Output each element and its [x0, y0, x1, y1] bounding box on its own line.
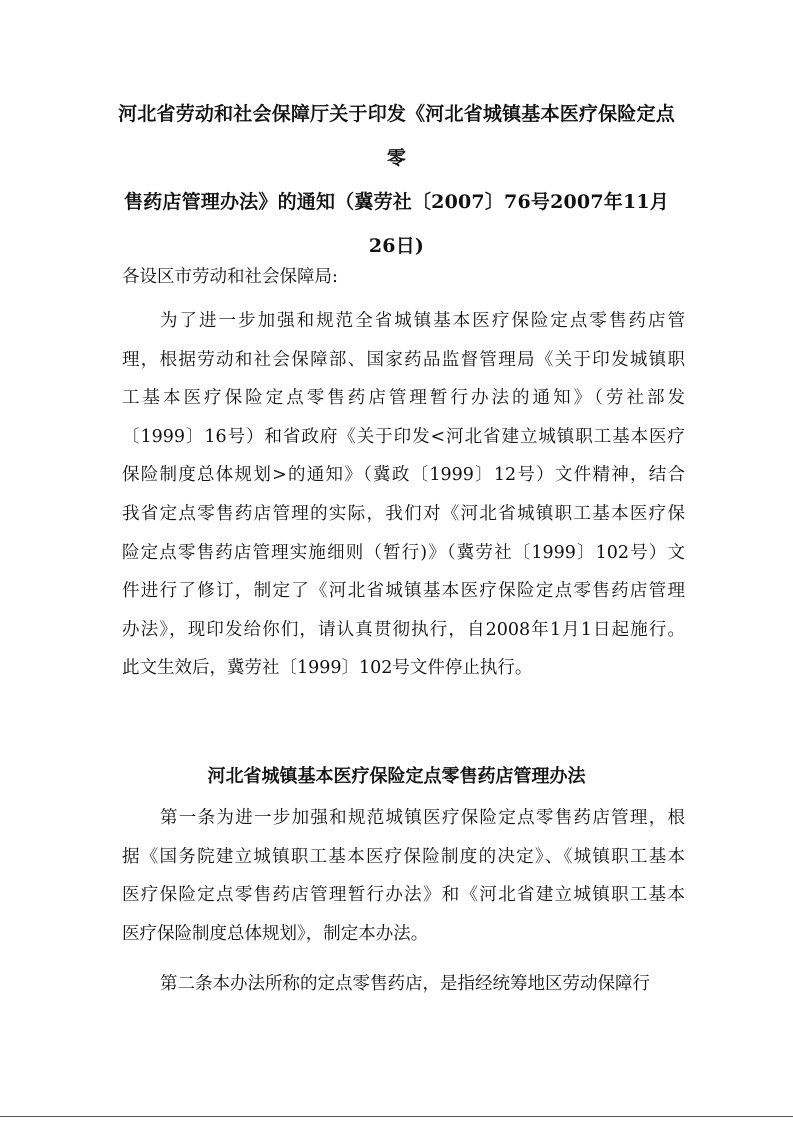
title-line: 26日) — [368, 235, 425, 257]
paragraph-line: 医疗保险制度总体规划》，制定本办法。 — [122, 923, 429, 944]
salutation: 各设区市劳动和社会保障局: — [122, 267, 338, 287]
section-title: 河北省城镇基本医疗保险定点零售药店管理办法 — [207, 766, 586, 787]
paragraph-line: 我省定点零售药店管理的实际，我们对《河北省城镇职工基本医疗保 — [122, 503, 685, 524]
paragraph-line: 此文生效后，冀劳社〔1999〕102号文件停止执行。 — [122, 658, 533, 679]
article-2-paragraph — [122, 965, 685, 1004]
paragraph-line: 保险制度总体规划>的通知》（冀政〔1999〕12号）文件精神，结合 — [122, 465, 685, 486]
paragraph-line: 〔1999〕16号）和省政府《关于印发<河北省建立城镇职工基本医疗 — [122, 426, 685, 447]
paragraph-line: 第二条本办法所称的定点零售药店，是指经统筹地区劳动保障行 — [160, 974, 650, 994]
paragraph-line: 据《国务院建立城镇职工基本医疗保险制度的决定》、《城镇职工基本 — [122, 846, 685, 867]
paragraph-line: 理，根据劳动和社会保障部、国家药品监督管理局《关于印发城镇职 — [122, 349, 685, 370]
article-1-paragraph — [122, 799, 685, 953]
page-bottom-divider — [0, 1116, 793, 1117]
title-line: 河北省劳动和社会保障厅关于印发《河北省城镇基本医疗保险定点零 — [118, 103, 675, 169]
paragraph-line: 办法》，现印发给你们，请认真贯彻执行，自2008年1月1日起施行。 — [122, 619, 685, 640]
paragraph-line: 第一条为进一步加强和规范城镇医疗保险定点零售药店管理，根 — [160, 808, 685, 828]
intro-paragraph — [122, 302, 685, 688]
document-title — [110, 92, 683, 268]
paragraph-line: 为了进一步加强和规范全省城镇基本医疗保险定点零售药店管 — [160, 311, 685, 331]
paragraph-line: 医疗保险定点零售药店管理暂行办法》和《河北省建立城镇职工基本 — [122, 885, 685, 906]
paragraph-line: 工基本医疗保险定点零售药店管理暂行办法的通知》（劳社部发 — [122, 388, 685, 409]
paragraph-line: 件进行了修订，制定了《河北省城镇基本医疗保险定点零售药店管理 — [122, 581, 685, 602]
title-line: 售药店管理办法》的通知（冀劳社〔2007〕76号2007年11月 — [123, 191, 670, 213]
paragraph-line: 险定点零售药店管理实施细则（暂行)》（冀劳社〔1999〕102号）文 — [122, 542, 685, 563]
